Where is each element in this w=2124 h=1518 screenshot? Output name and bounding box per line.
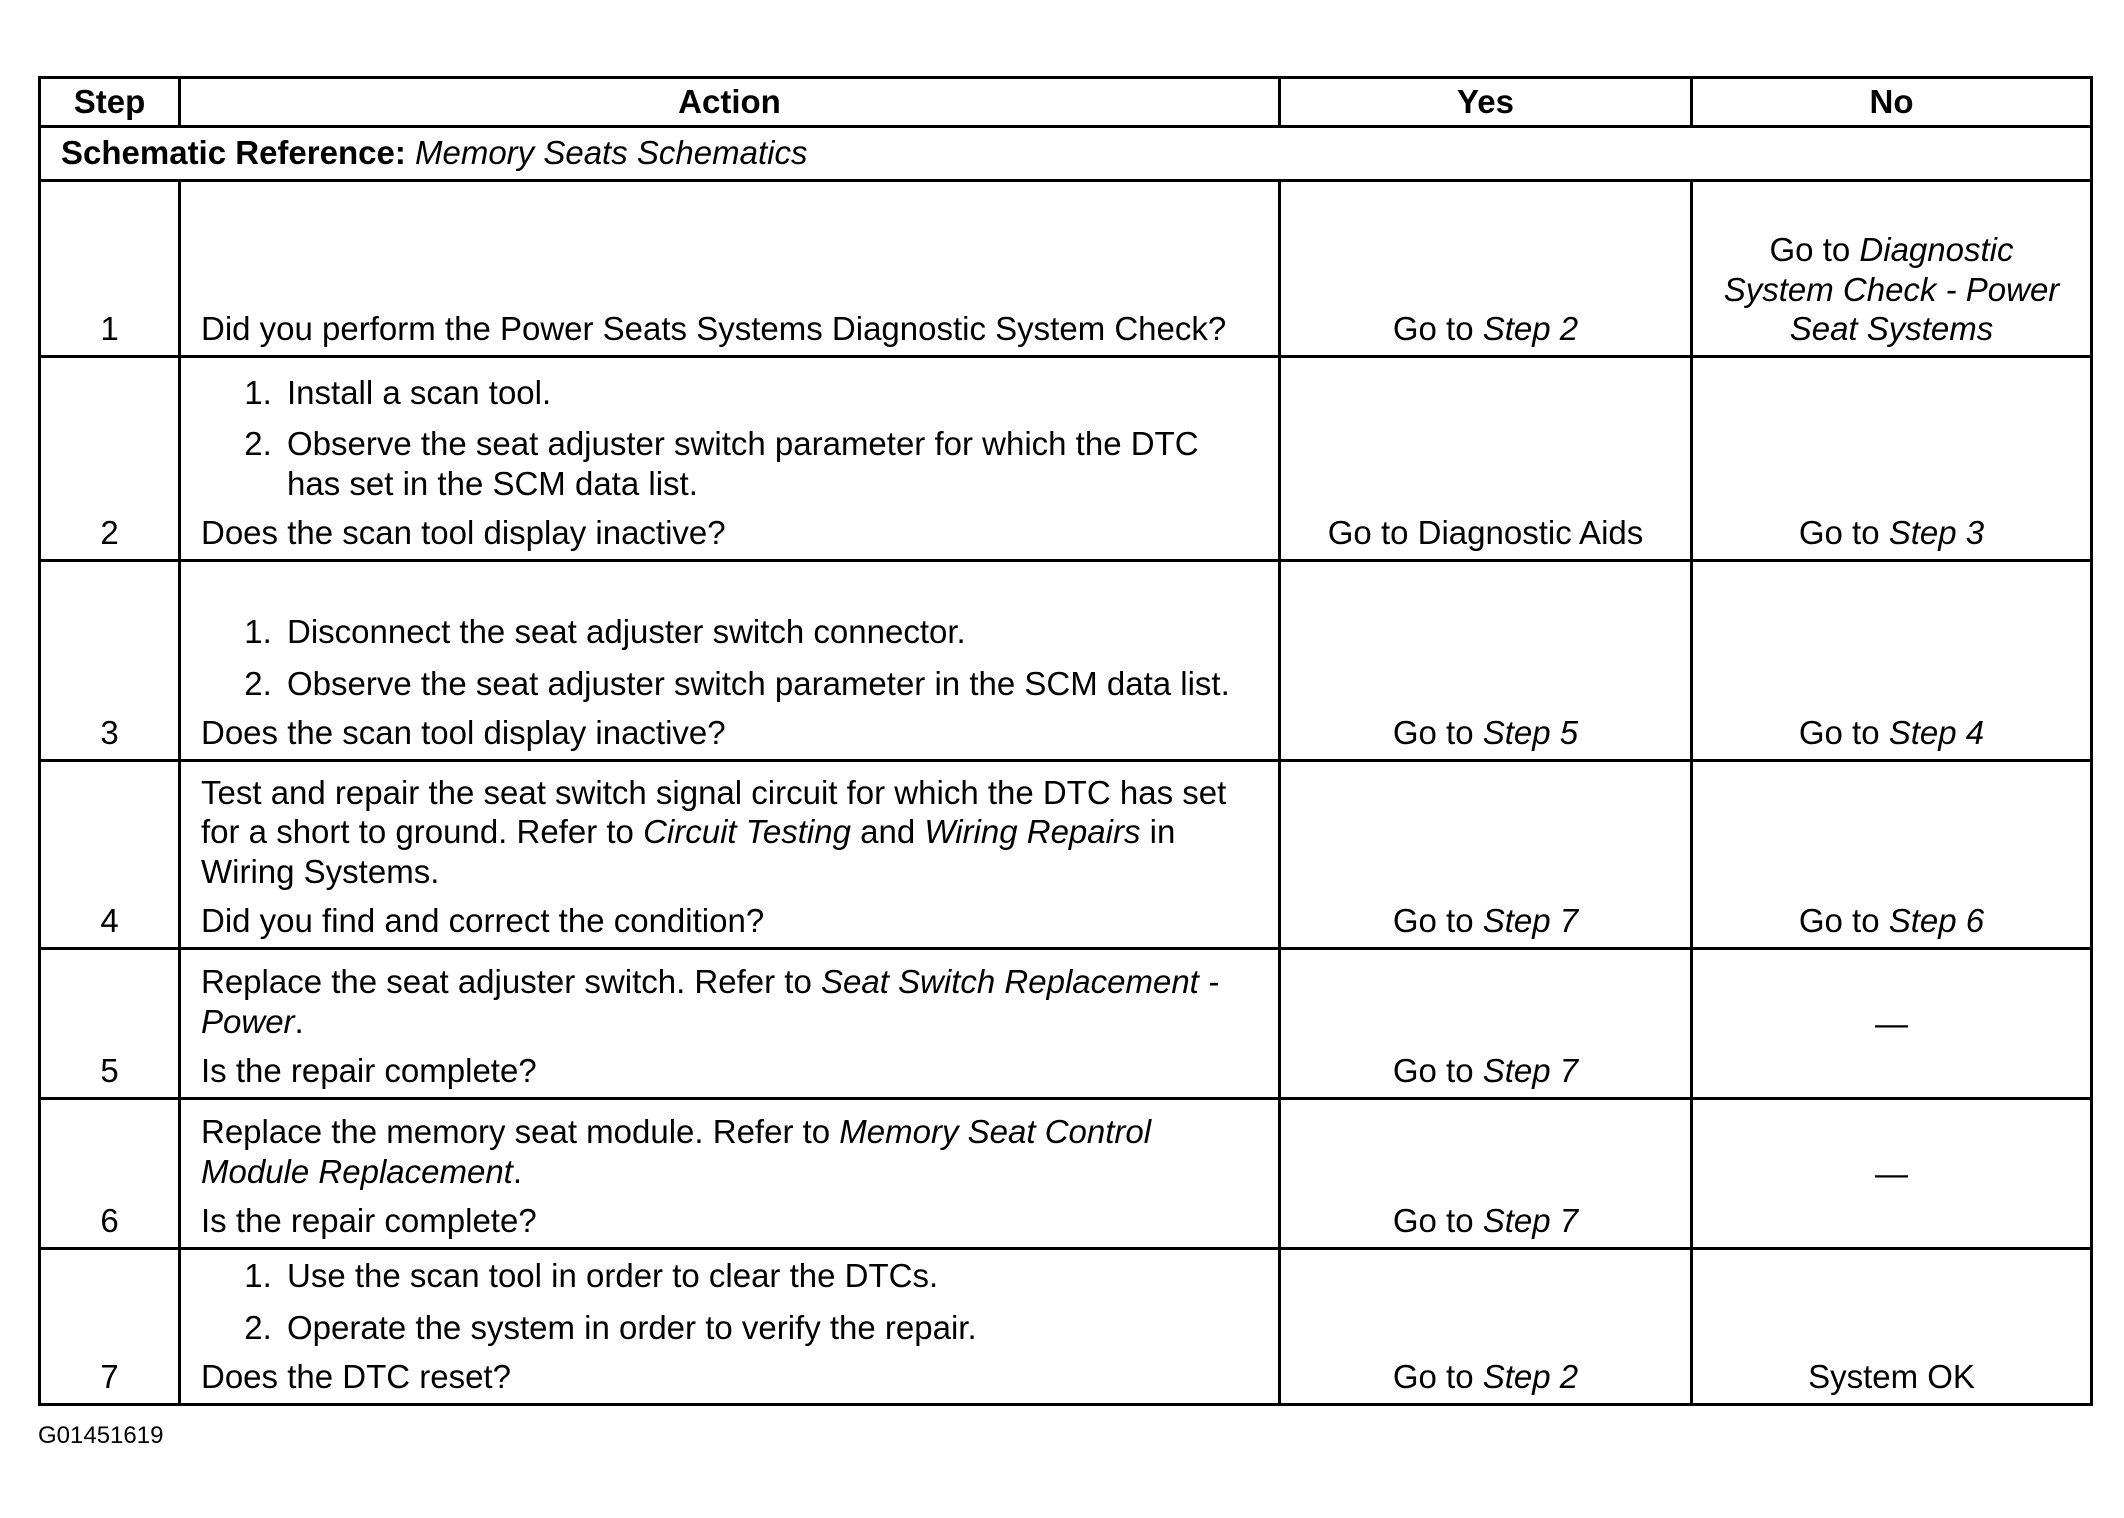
action-question: Does the scan tool display inactive? (201, 714, 726, 752)
figure-id: G01451619 (38, 1422, 164, 1449)
yes-prefix: Go to (1392, 1202, 1483, 1240)
schematic-label: Schematic Reference: (61, 134, 406, 172)
step-number: 1 (40, 181, 180, 357)
action-cell (180, 949, 1280, 1099)
no-prefix: Go to (1769, 231, 1860, 269)
action-cell (180, 761, 1280, 949)
step-number: 2 (40, 357, 180, 561)
action-question: Is the repair complete? (201, 1202, 537, 1240)
no-ref: Step 3 (1888, 514, 1985, 552)
no-text: System OK (1808, 1358, 1975, 1396)
action-cell (180, 1249, 1280, 1405)
action-question: Is the repair complete? (201, 1052, 537, 1090)
yes-ref: Step 5 (1482, 714, 1579, 752)
yes-prefix: Go to (1392, 310, 1483, 348)
yes-prefix: Go to (1392, 1358, 1483, 1396)
schematic-link: Memory Seats Schematics (415, 134, 808, 172)
yes-cell (1280, 561, 1692, 761)
yes-prefix: Go to (1392, 902, 1483, 940)
no-cell (1692, 1099, 2092, 1249)
no-cell (1692, 561, 2092, 761)
action-question: Does the scan tool display inactive? (201, 514, 726, 552)
no-cell (1692, 357, 2092, 561)
table-row (40, 1099, 2092, 1249)
no-prefix: Go to (1798, 902, 1889, 940)
no-cell (1692, 1249, 2092, 1405)
no-cell (1692, 181, 2092, 357)
step-number: 7 (40, 1249, 180, 1405)
action-text: Did you perform the Power Seats Systems Diagnostic System Check? (201, 310, 1227, 348)
action-cell (180, 181, 1280, 357)
diagnostic-table (38, 76, 2093, 1406)
yes-ref: Step 2 (1482, 310, 1579, 348)
action-cell (180, 561, 1280, 761)
yes-ref: Step 7 (1482, 1202, 1579, 1240)
substep: 2. Operate the system in order to verify the repair. (281, 1308, 1258, 1348)
action-cell (180, 1099, 1280, 1249)
header-no: No (1692, 78, 2092, 127)
yes-prefix: Go to (1392, 1052, 1483, 1090)
step-number: 6 (40, 1099, 180, 1249)
table-row (40, 949, 2092, 1099)
substep: 1. Disconnect the seat adjuster switch connector. (281, 612, 1258, 652)
table-row (40, 761, 2092, 949)
ref-link: Wiring Repairs (924, 813, 1141, 851)
yes-cell (1280, 181, 1692, 357)
yes-ref: Step 7 (1482, 902, 1579, 940)
step-number: 3 (40, 561, 180, 761)
action-text: Replace the seat adjuster switch. Refer to Seat Switch Replacement - Power. (201, 963, 1219, 1040)
yes-ref: Step 7 (1482, 1052, 1579, 1090)
yes-text: Go to Diagnostic Aids (1327, 514, 1644, 552)
header-action: Action (180, 78, 1280, 127)
yes-cell (1280, 1249, 1692, 1405)
substep-list (201, 373, 1258, 504)
schematic-reference (40, 127, 2092, 181)
substep: 1. Install a scan tool. (281, 373, 1258, 413)
yes-cell (1280, 761, 1692, 949)
no-ref: Step 4 (1888, 714, 1985, 752)
no-prefix: Go to (1798, 714, 1889, 752)
ref-link: Seat Switch Replacement - Power (201, 963, 1219, 1040)
header-yes: Yes (1280, 78, 1692, 127)
no-cell (1692, 761, 2092, 949)
yes-cell (1280, 357, 1692, 561)
ref-link: Circuit Testing (643, 813, 851, 851)
action-question: Did you find and correct the condition? (201, 902, 765, 940)
action-text: Replace the memory seat module. Refer to Memory Seat Control Module Replacement. (201, 1113, 1152, 1190)
step-number: 5 (40, 949, 180, 1099)
no-ref: Step 6 (1888, 902, 1985, 940)
substep: 1. Use the scan tool in order to clear the DTCs. (281, 1256, 1258, 1296)
table-row (40, 561, 2092, 761)
yes-ref: Step 2 (1482, 1358, 1579, 1396)
substep: 2. Observe the seat adjuster switch parameter for which the DTC has set in the SCM data list. (281, 424, 1258, 503)
yes-cell (1280, 949, 1692, 1099)
schematic-reference-row (40, 127, 2092, 181)
yes-prefix: Go to (1392, 714, 1483, 752)
no-prefix: Go to (1798, 514, 1889, 552)
step-number: 4 (40, 761, 180, 949)
dash: — (1875, 1004, 1908, 1042)
substep-list (201, 1256, 1258, 1347)
table-row (40, 181, 2092, 357)
yes-cell (1280, 1099, 1692, 1249)
action-cell (180, 357, 1280, 561)
action-text: Test and repair the seat switch signal circuit for which the DTC has set for a short to ground. Refer to Circuit Testing and Wiring Repairs in Wiring Systems. (201, 773, 1227, 890)
table-row (40, 1249, 2092, 1405)
no-cell (1692, 949, 2092, 1099)
no-ref: Diagnostic System Check - Power Seat Systems (1723, 231, 2060, 348)
header-step: Step (40, 78, 180, 127)
substep: 2. Observe the seat adjuster switch parameter in the SCM data list. (281, 664, 1258, 704)
header-row (40, 78, 2092, 127)
substep-list (201, 612, 1258, 703)
ref-link: Memory Seat Control Module Replacement (201, 1113, 1152, 1190)
dash: — (1875, 1154, 1908, 1192)
table-row (40, 357, 2092, 561)
action-question: Does the DTC reset? (201, 1358, 511, 1396)
